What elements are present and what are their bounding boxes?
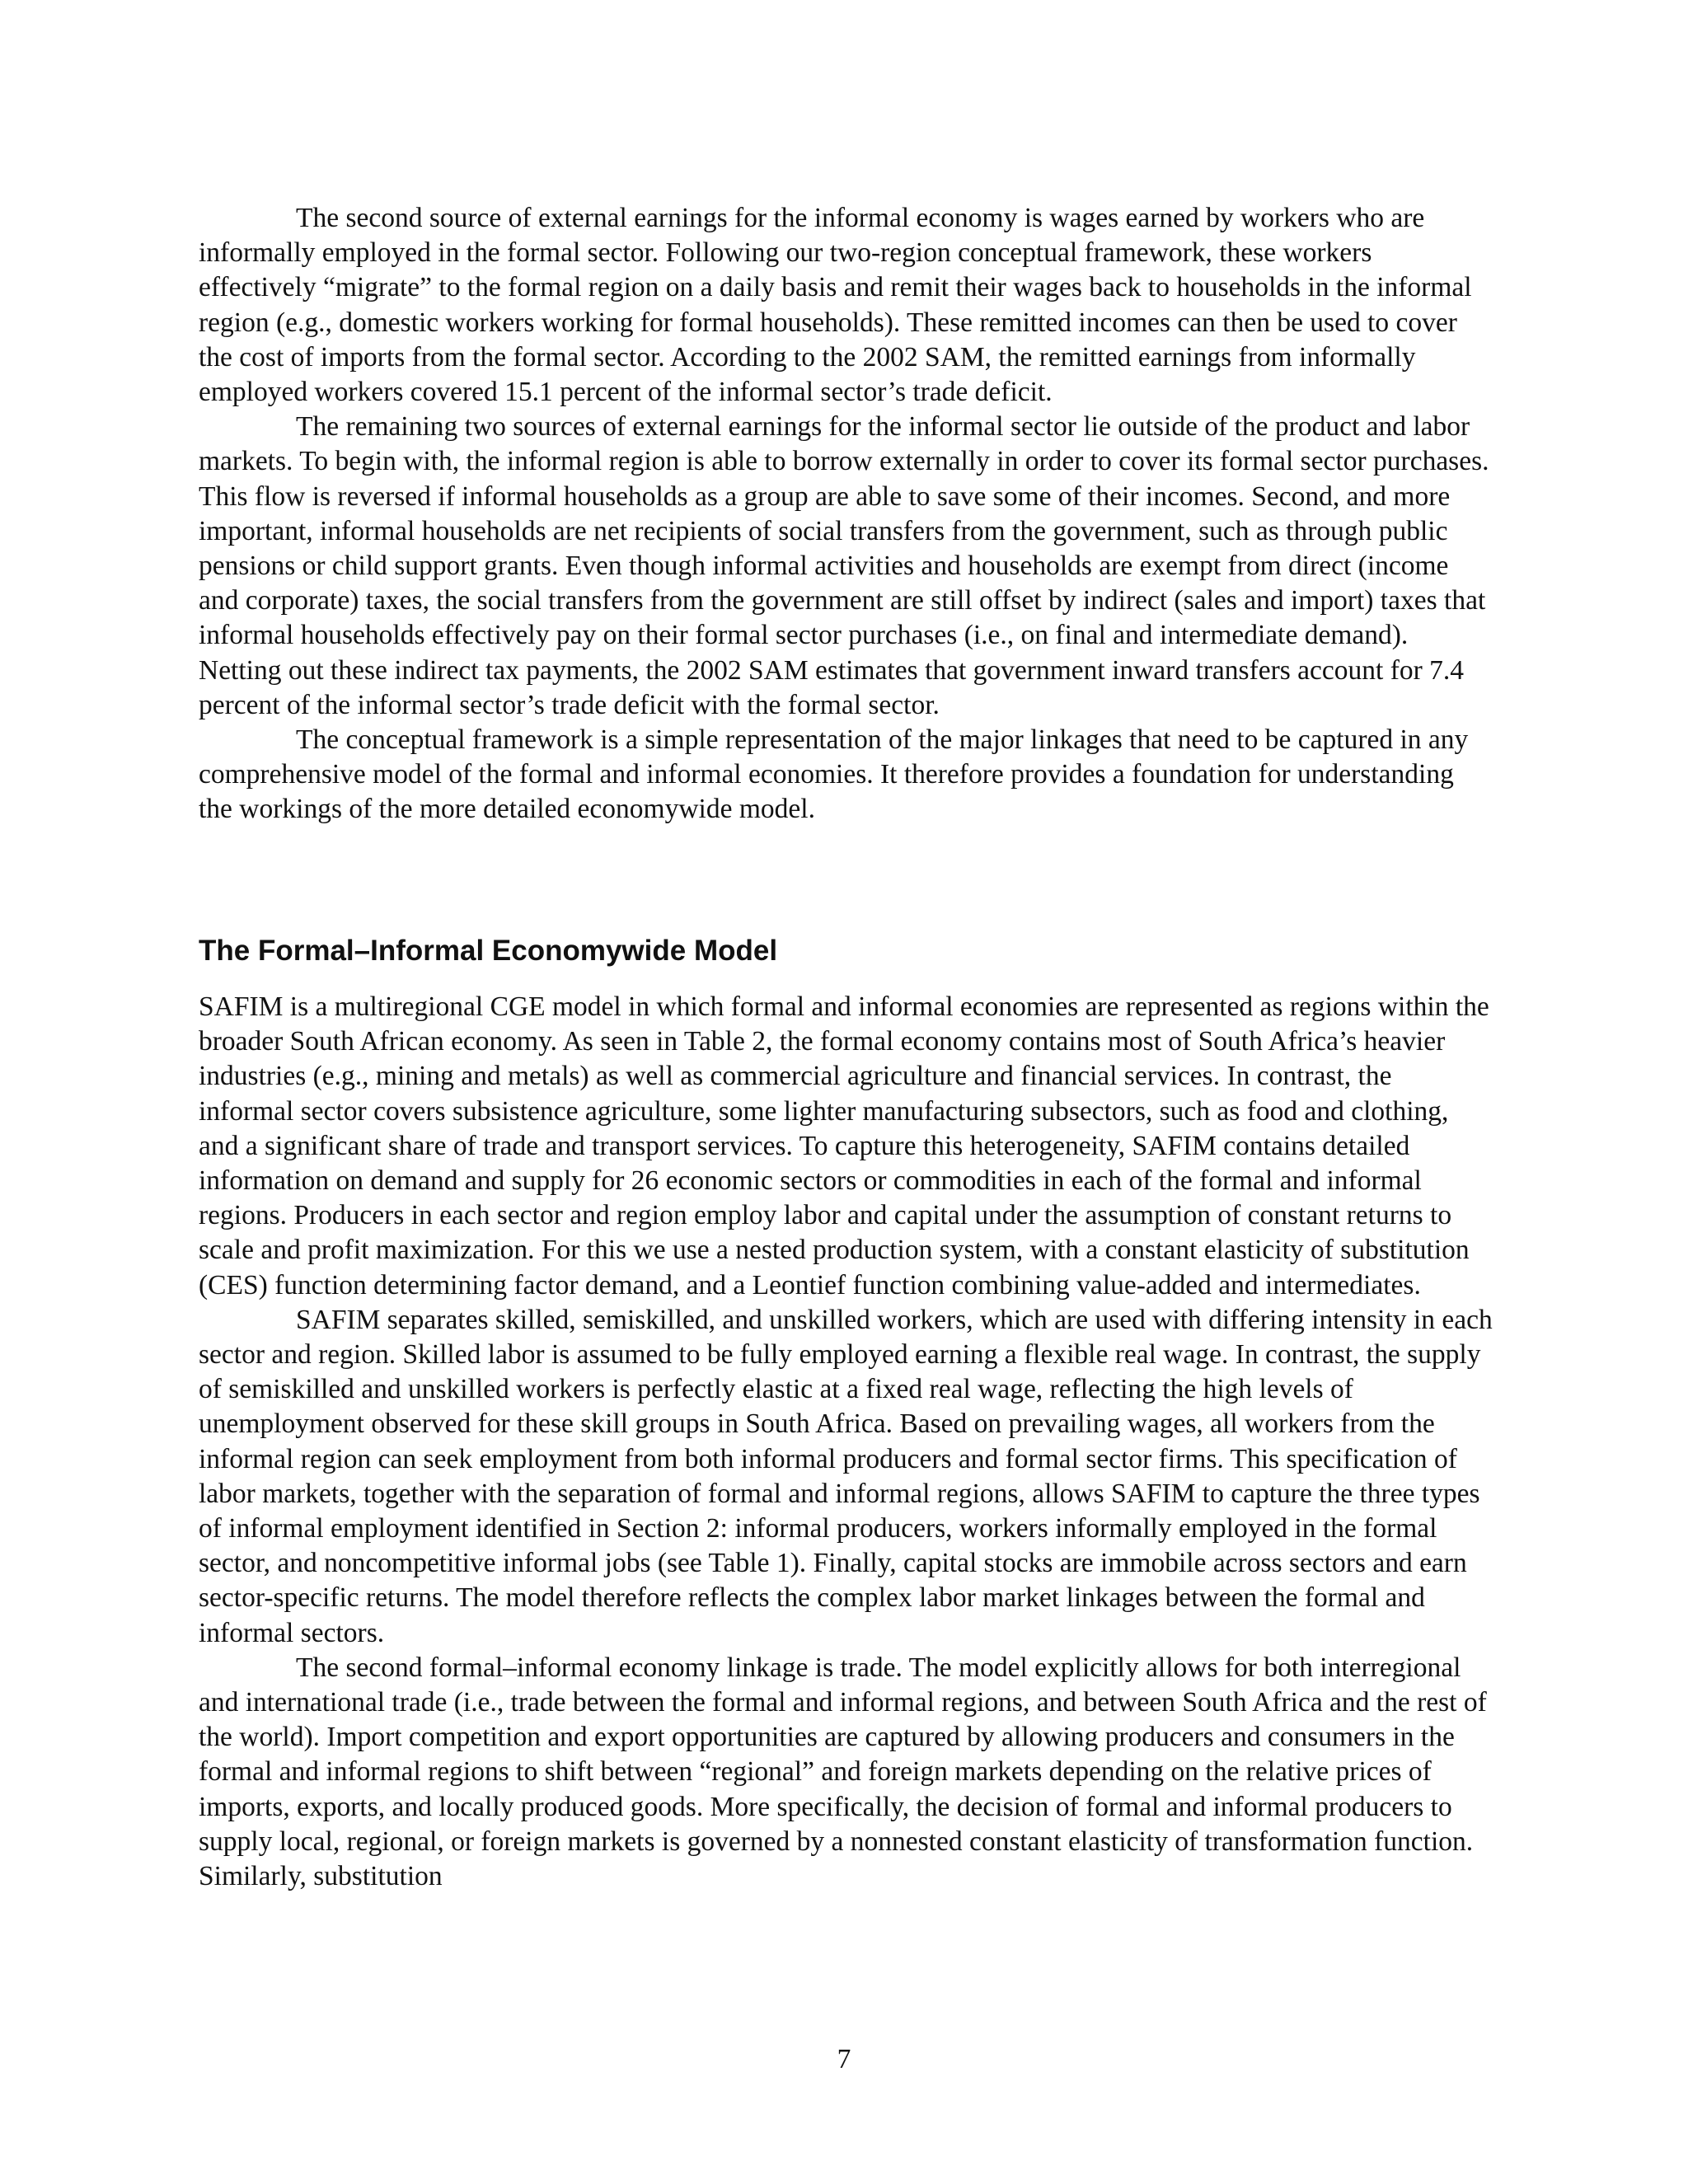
body-text-section-1 <box>199 201 1493 827</box>
paragraph: The second source of external earnings for the informal economy is wages earned by workers who are informally employed in the formal sector. Following our two-region conceptual framework, these workers effectively “migrate” to the formal region on a daily basis and remit their wages back to households in the informal region (e.g., domestic workers working for formal households). These remitted incomes can then be used to cover the cost of imports from the formal sector. According to the 2002 SAM, the remitted earnings from informally employed workers covered 15.1 percent of the informal sector’s trade deficit. <box>199 203 1472 408</box>
body-text-section-2 <box>199 990 1493 1894</box>
paragraph: The second formal–informal economy linkage is trade. The model explicitly allows for both interregional and international trade (i.e., trade between the formal and informal regions, and between South Africa and the rest of the world). Import competition and export opportunities are captured by allowing producers and consumers in the formal and informal regions to shift between “regional” and foreign markets depending on the relative prices of imports, exports, and locally produced goods. More specifically, the decision of formal and informal producers to supply local, regional, or foreign markets is governed by a nonnested constant elasticity of transformation function. Similarly, substitution <box>199 1652 1487 1892</box>
paragraph: SAFIM is a multiregional CGE model in which formal and informal economies are represented as regions within the broader South African economy. As seen in Table 2, the formal economy contains most of South Africa’s heavier industries (e.g., mining and metals) as well as commercial agriculture and financial services. In contrast, the informal sector covers subsistence agriculture, some lighter manufacturing subsectors, such as food and clothing, and a significant share of trade and transport services. To capture this heterogeneity, SAFIM contains detailed information on demand and supply for 26 economic sectors or commodities in each of the formal and informal regions. Producers in each sector and region employ labor and capital under the assumption of constant returns to scale and profit maximization. For this we use a nested production system, with a constant elasticity of substitution (CES) function determining factor demand, and a Leontief function combining value-added and intermediates. <box>199 991 1489 1301</box>
page-number: 7 <box>837 2044 851 2074</box>
paragraph: The remaining two sources of external earnings for the informal sector lie outside of the product and labor markets. To begin with, the informal region is able to borrow externally in order to cover its formal sector purchases. This flow is reversed if informal households as a group are able to save some of their incomes. Second, and more important, informal households are net recipients of social transfers from the government, such as through public pensions or child support grants. Even though informal activities and households are exempt from direct (income and corporate) taxes, the social transfers from the government are still offset by indirect (sales and import) taxes that informal households effectively pay on their formal sector purchases (i.e., on final and intermediate demand). Netting out these indirect tax payments, the 2002 SAM estimates that government inward transfers account for 7.4 percent of the informal sector’s trade deficit with the formal sector. <box>199 411 1489 720</box>
paragraph: The conceptual framework is a simple representation of the major linkages that need to be captured in any comprehensive model of the formal and informal economies. It therefore provides a foundation for understanding the workings of the more detailed economywide model. <box>199 724 1469 825</box>
section-heading: The Formal–Informal Economywide Model <box>199 935 778 967</box>
paragraph: SAFIM separates skilled, semiskilled, and unskilled workers, which are used with differing intensity in each sector and region. Skilled labor is assumed to be fully employed earning a flexible real wage. In contrast, the supply of semiskilled and unskilled workers is perfectly elastic at a fixed real wage, reflecting the high levels of unemployment observed for these skill groups in South Africa. Based on prevailing wages, all workers from the informal region can seek employment from both informal producers and formal sector firms. This specification of labor markets, together with the separation of formal and informal regions, allows SAFIM to capture the three types of informal employment identified in Section 2: informal producers, workers informally employed in the formal sector, and noncompetitive informal jobs (see Table 1). Finally, capital stocks are immobile across sectors and earn sector-specific returns. The model therefore reflects the complex labor market linkages between the formal and informal sectors. <box>199 1304 1493 1648</box>
